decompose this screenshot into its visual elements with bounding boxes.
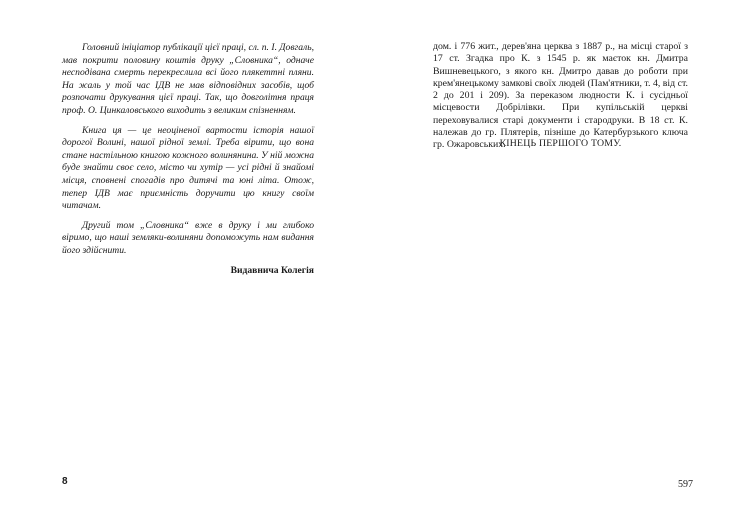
publisher-signature: Видавнича Колегія: [230, 264, 314, 276]
page-number-right: 597: [678, 479, 693, 490]
page-number-left: 8: [62, 476, 68, 487]
foreword-text: [62, 42, 314, 277]
entry-paragraph: дом. і 776 жит., дерев'яна церква з 1887 р., на місці старої з 17 ст. Згадка про К. з 1545 р. як маєток кн. Дмитра Вишневецького, з якого кн. Дмитро давав до роботи при крем'янецькому замкові своїх людей (Пам'ятники, т. 4, від ст. 2 до 201 і 209). За переказом людности К. і сусідньої місцевости Добрілівки. При купільській церкві переховувалися старі документи і стародруки. В 18 ст. К. належав до гр. Плятерів, пізніше до Катербурзького ключа гр. Ожаровських.: [433, 41, 688, 151]
foreword-paragraph-2: Книга ця — це неоціненої вартости історія нашої дорогої Волині, нашої рідної землі. Треба вірити, що вона стане настільною книгою кожного волинянина. У ній можна буде знайти своє село, місто чи хутір — усі рідні й знайомі місця, сповнені спогадів про дитячі та юні літа. Отож, тепер ІДВ має приємність доручити цю книгу своїм читачам.: [62, 124, 314, 212]
end-of-volume-heading: КІНЕЦЬ ПЕРШОГО ТОМУ.: [499, 138, 622, 149]
foreword-paragraph-1: Головний ініціатор публікації цієї праці, сл. п. І. Довгаль, мав покрити половину коштів друку „Словника“, одначе несподівана смерть перекреслила всі його плякеттні пляни. На жаль у той час ІДВ не мав відповідних засобів, щоб розпочати друкування цієї праці. Так, що довголітня праця проф. О. Цинкаловського виходить з великим спізненням.: [62, 42, 314, 116]
foreword-paragraph-3: Другий том „Словника“ вже в друку і ми глибоко віримо, що наші земляки-волиняни допоможуть нам видання його здійснити.: [62, 219, 314, 256]
right-page: [375, 0, 750, 520]
dictionary-entry-text: [433, 41, 688, 152]
